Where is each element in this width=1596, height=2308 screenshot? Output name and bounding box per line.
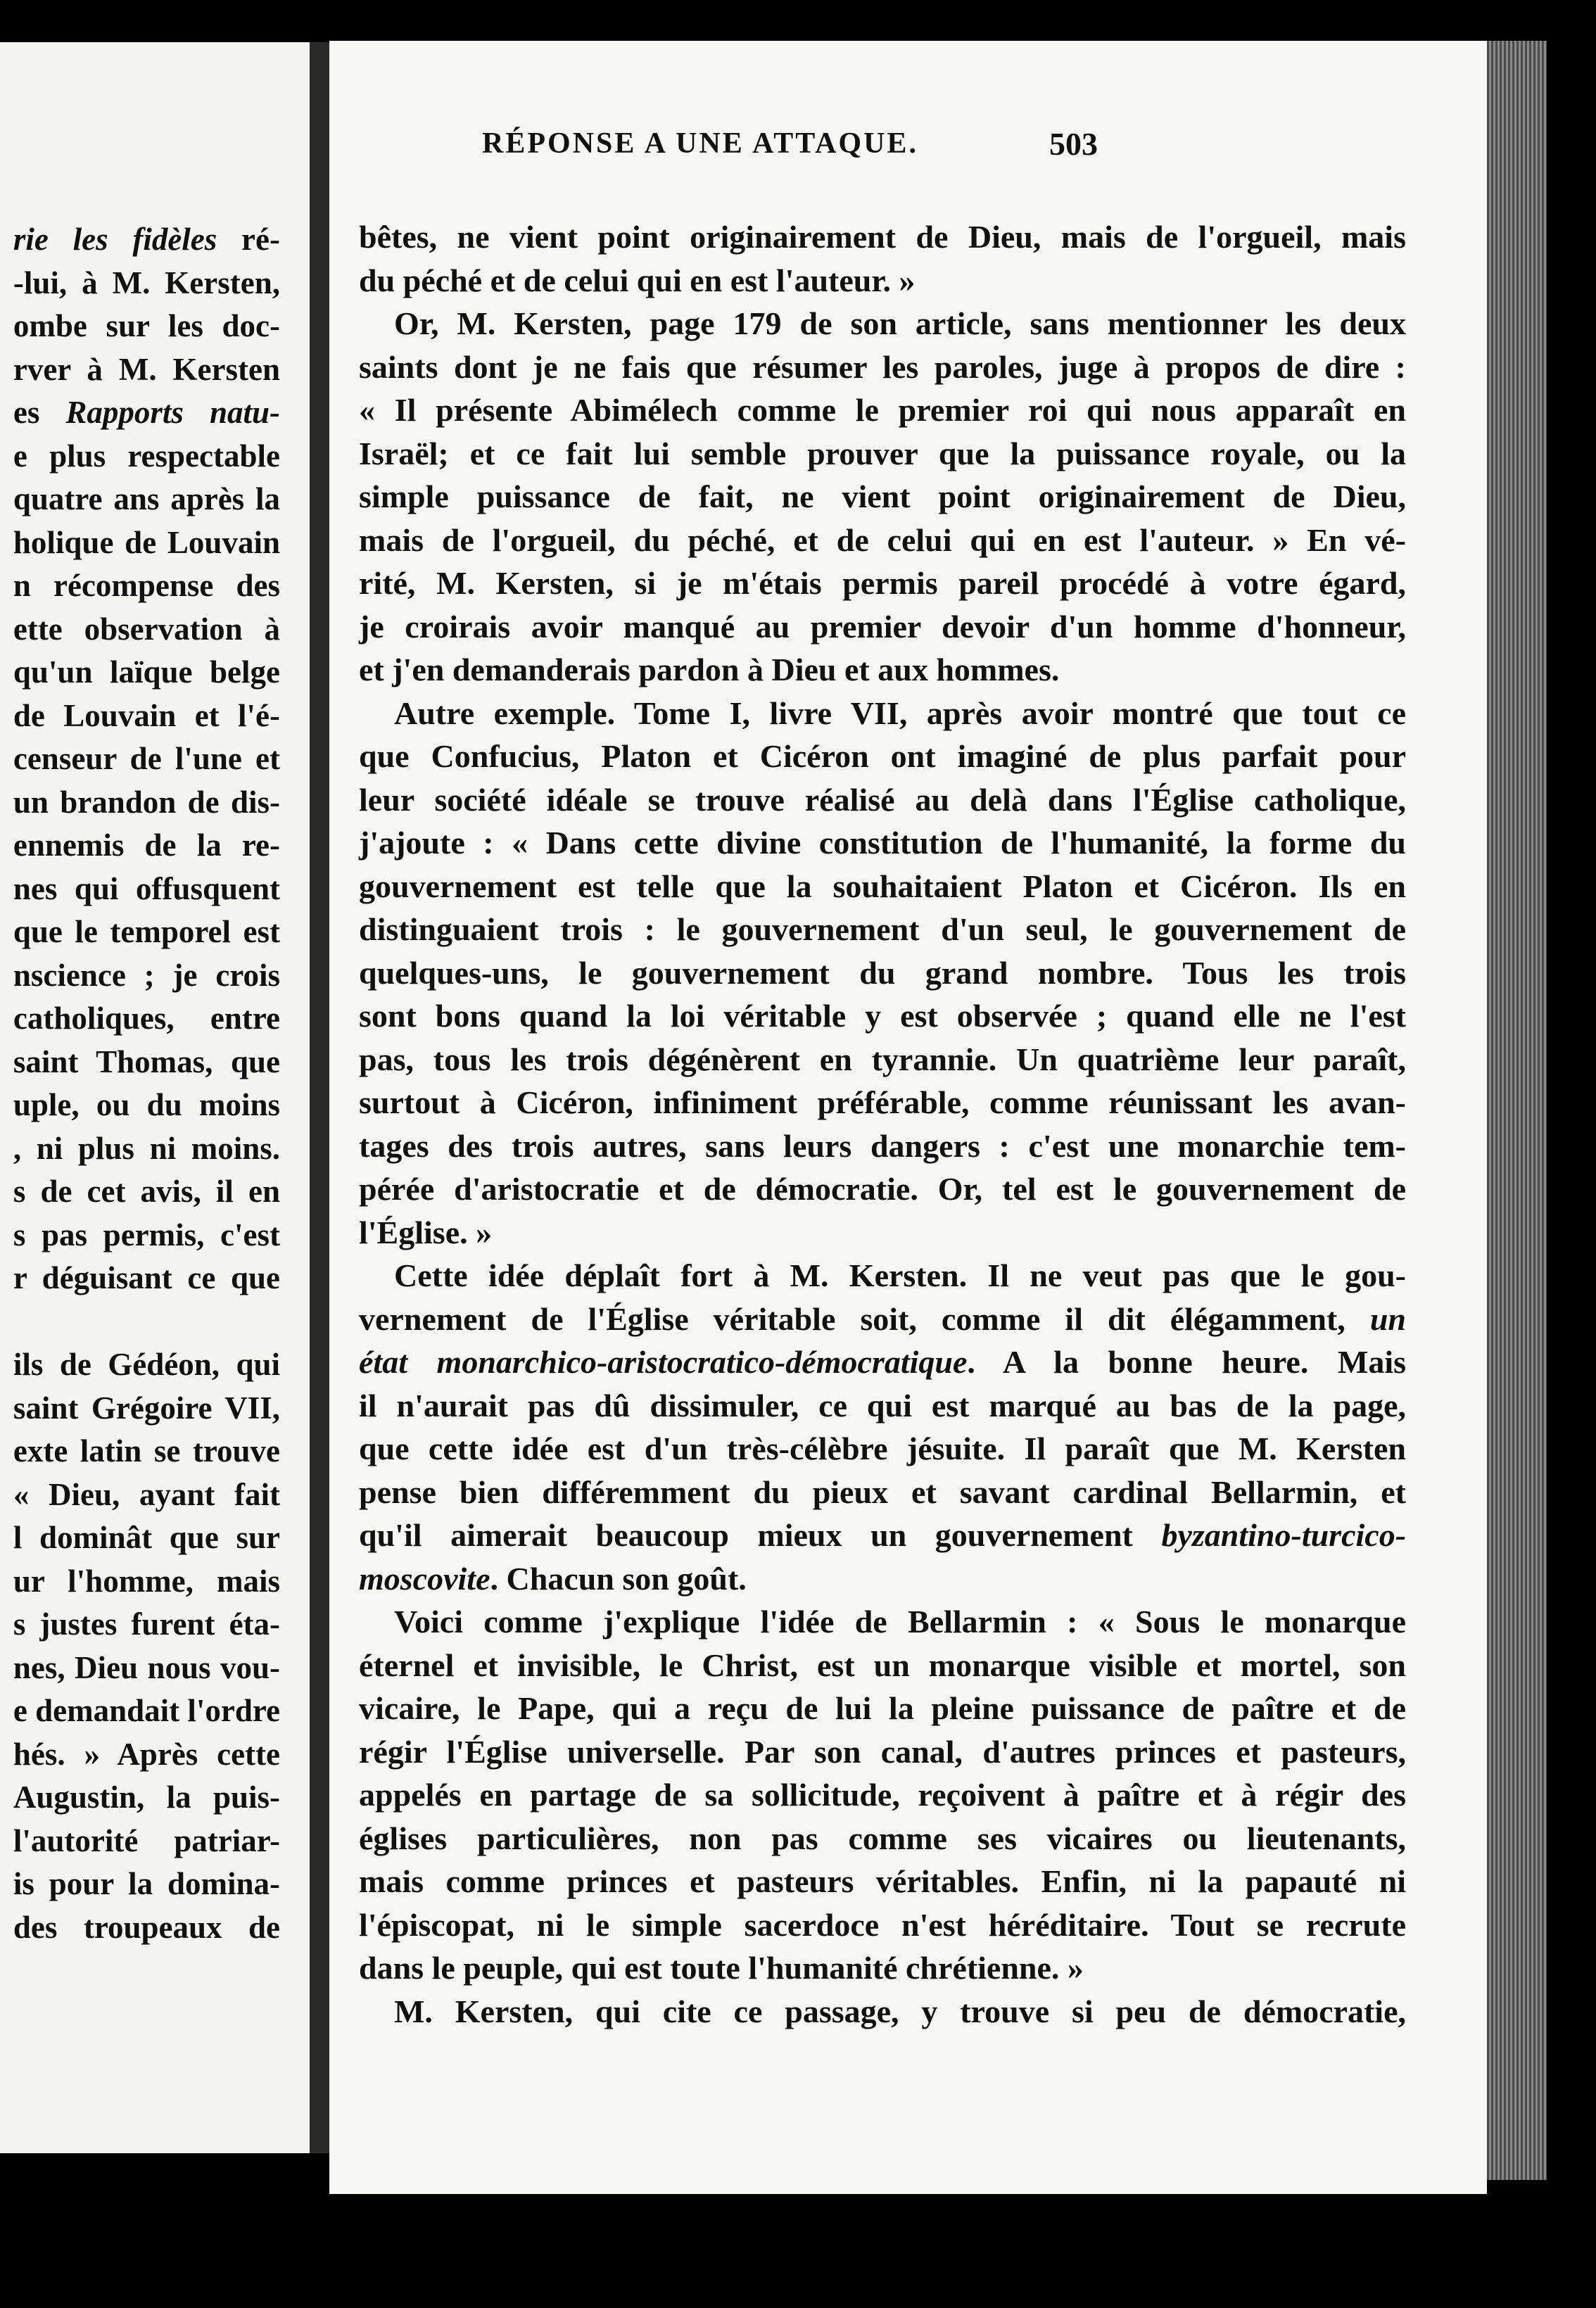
left-page-line: uple, ou du moins xyxy=(13,1087,280,1122)
text-line: Israël; et ce fait lui semble prouver que la puissance royale, ou la xyxy=(359,435,1406,471)
left-page-line: de Louvain et l'é- xyxy=(13,697,280,733)
text-line: églises particulières, non pas comme ses vicaires ou lieutenants, xyxy=(359,1820,1406,1856)
text-line: saints dont je ne fais que résumer les paroles, juge à propos de dire : xyxy=(359,348,1406,385)
italic-text: byzantino-turcico- xyxy=(1161,1517,1407,1553)
page-edges xyxy=(1487,41,1547,2180)
text-line: quelques-uns, le gouvernement du grand nombre. Tous les trois xyxy=(359,954,1406,991)
text-line: l'épiscopat, ni le simple sacerdoce n'est héréditaire. Tout se recrute xyxy=(359,1906,1406,1943)
text-line: Autre exemple. Tome I, livre VII, après avoir montré que tout ce xyxy=(394,695,1406,731)
text-line: du péché et de celui qui en est l'auteur. » xyxy=(359,262,916,298)
left-page-text xyxy=(13,218,280,1949)
text-line: éternel et invisible, le Christ, est un monarque visible et mortel, son xyxy=(359,1647,1406,1683)
left-page-line: « Dieu, ayant fait xyxy=(13,1476,280,1512)
text-line: sont bons quand la loi véritable y est observée ; quand elle ne l'est xyxy=(359,998,1406,1034)
text-run: . A la bonne heure. Mais xyxy=(967,1344,1407,1380)
left-page-line: qu'un laïque belge xyxy=(13,654,280,690)
text-line: il n'aurait pas dû dissimuler, ce qui est marqué au bas de la page, xyxy=(359,1387,1406,1424)
text-line: rité, M. Kersten, si je m'étais permis pareil procédé à votre égard, xyxy=(359,565,1406,601)
italic-text: un xyxy=(1369,1300,1406,1337)
text-line: que cette idée est d'un très-célèbre jésuite. Il paraît que M. Kersten xyxy=(359,1431,1406,1466)
left-page-line: s pas permis, c'est xyxy=(13,1217,280,1253)
left-page-line: , ni plus ni moins. xyxy=(13,1130,280,1166)
left-page-line: holique de Louvain xyxy=(13,524,280,560)
left-page-line: ils de Gédéon, qui xyxy=(13,1347,280,1382)
text-line: vicaire, le Pape, qui a reçu de lui la pleine puissance de paître et de xyxy=(359,1690,1406,1726)
left-page-line xyxy=(13,1300,280,1344)
left-page-line: ombe sur les doc- xyxy=(13,308,280,343)
text-line: mais comme princes et pasteurs véritables. Enfin, ni la papauté ni xyxy=(359,1863,1406,1899)
left-page-line: Augustin, la puis- xyxy=(13,1780,280,1815)
left-page-line: saint Grégoire VII, xyxy=(13,1390,280,1426)
text-line xyxy=(359,1557,1406,1601)
text-line: Or, M. Kersten, page 179 de son article, sans mentionner les deux xyxy=(394,305,1406,341)
left-page-line: s de cet avis, il en xyxy=(13,1174,280,1209)
text-line: l'Église. » xyxy=(359,1214,493,1250)
left-page-line: n récompense des xyxy=(13,568,280,603)
text-line: régir l'Église universelle. Par son canal, d'autres princes et pasteurs, xyxy=(359,1733,1406,1770)
text-line: que Confucius, Platon et Cicéron ont imaginé de plus parfait pour xyxy=(359,738,1406,774)
text-line: simple puissance de fait, ne vient point originairement de Dieu, xyxy=(359,478,1406,514)
text-line: et j'en demanderais pardon à Dieu et aux hommes. xyxy=(359,652,1060,687)
left-page-line: s justes furent éta- xyxy=(13,1606,280,1642)
text-line: appelés en partage de sa sollicitude, reçoivent à paître et à régir des xyxy=(359,1777,1406,1813)
left-page-line: -lui, à M. Kersten, xyxy=(13,265,280,300)
text-run: vernement de l'Église véritable soit, comme il dit élégamment, xyxy=(359,1300,1345,1337)
left-page-line: e demandait l'ordre xyxy=(13,1693,280,1728)
text-line: distinguaient trois : le gouvernement d'un seul, le gouvernement de xyxy=(359,911,1406,947)
left-page-line: quatre ans après la xyxy=(13,481,280,516)
left-page-line: hés. » Après cette xyxy=(13,1736,280,1772)
left-page-line: exte latin se trouve xyxy=(13,1433,280,1469)
text-line: mais de l'orgueil, du péché, et de celui qui en est l'auteur. » En vé- xyxy=(359,521,1406,558)
text-line xyxy=(359,1298,1406,1341)
italic-text: état monarchico-aristocratico-démocratique xyxy=(359,1344,968,1380)
left-page-line: rver à M. Kersten xyxy=(13,351,280,387)
left-page-line: que le temporel est xyxy=(13,914,280,949)
left-page-line: catholiques, entre xyxy=(13,1001,280,1036)
italic-text: moscovite xyxy=(359,1560,490,1597)
left-page-line: ennemis de la re- xyxy=(13,828,280,863)
text-line: tages des trois autres, sans leurs dangers : c'est une monarchie tem- xyxy=(359,1127,1406,1164)
text-line: Cette idée déplaît fort à M. Kersten. Il ne veut pas que le gou- xyxy=(394,1257,1406,1293)
left-page-line: rie les fidèles ré- xyxy=(13,222,280,257)
text-line: pérée d'aristocratie et de démocratie. Or, tel est le gouvernement de xyxy=(359,1171,1406,1207)
text-run: qu'il aimerait beaucoup mieux un gouvernement xyxy=(359,1517,1133,1553)
text-run: . Chacun son goût. xyxy=(490,1560,747,1597)
left-page-line: saint Thomas, que xyxy=(13,1044,280,1079)
book-gutter xyxy=(310,42,329,2153)
text-line: surtout à Cicéron, infiniment préférable, comme réunissant les avan- xyxy=(359,1084,1406,1120)
left-page-line: ette observation à xyxy=(13,611,280,647)
text-line: « Il présente Abimélech comme le premier roi qui nous apparaît en xyxy=(359,392,1406,428)
text-line: M. Kersten, qui cite ce passage, y trouve si peu de démocratie, xyxy=(394,1993,1406,2029)
page-body xyxy=(359,215,1406,2033)
text-line xyxy=(359,1514,1406,1557)
left-page-line: censeur de l'une et xyxy=(13,741,280,776)
left-page-line: l dominât que sur xyxy=(13,1520,280,1555)
left-page-line: e plus respectable xyxy=(13,438,280,474)
left-page-line: nscience ; je crois xyxy=(13,957,280,993)
left-page-line: nes, Dieu nous vou- xyxy=(13,1649,280,1685)
text-line: gouvernement est telle que la souhaitaient Platon et Cicéron. Ils en xyxy=(359,868,1406,904)
left-facing-page xyxy=(0,42,310,2153)
right-page xyxy=(329,41,1487,2194)
left-page-line: ur l'homme, mais xyxy=(13,1563,280,1599)
left-page-line: is pour la domina- xyxy=(13,1866,280,1901)
left-page-line: des troupeaux de xyxy=(13,1909,280,1945)
text-line: pense bien différemment du pieux et savant cardinal Bellarmin, et xyxy=(359,1473,1406,1510)
text-line: j'ajoute : « Dans cette divine constitution de l'humanité, la forme du xyxy=(359,825,1406,861)
left-page-line: l'autorité patriar- xyxy=(13,1822,280,1858)
text-line xyxy=(359,1340,1406,1384)
page-number: 503 xyxy=(1049,126,1098,162)
left-page-line: es Rapports natu- xyxy=(13,395,280,430)
left-page-line: un brandon de dis- xyxy=(13,784,280,820)
text-line: Voici comme j'explique l'idée de Bellarmin : « Sous le monarque xyxy=(394,1604,1406,1640)
text-line: dans le peuple, qui est toute l'humanité chrétienne. » xyxy=(359,1950,1084,1986)
left-page-line: nes qui offusquent xyxy=(13,870,280,906)
running-head: RÉPONSE A UNE ATTAQUE. xyxy=(482,127,918,160)
text-line: je croirais avoir manqué au premier devoir d'un homme d'honneur, xyxy=(359,608,1406,645)
text-line: pas, tous les trois dégénèrent en tyrannie. Un quatrième leur paraît, xyxy=(359,1041,1406,1077)
text-line: leur société idéale se trouve réalisé au delà dans l'Église catholique, xyxy=(359,781,1406,818)
text-line: bêtes, ne vient point originairement de Dieu, mais de l'orgueil, mais xyxy=(359,219,1406,255)
left-page-line: r déguisant ce que xyxy=(13,1260,280,1295)
